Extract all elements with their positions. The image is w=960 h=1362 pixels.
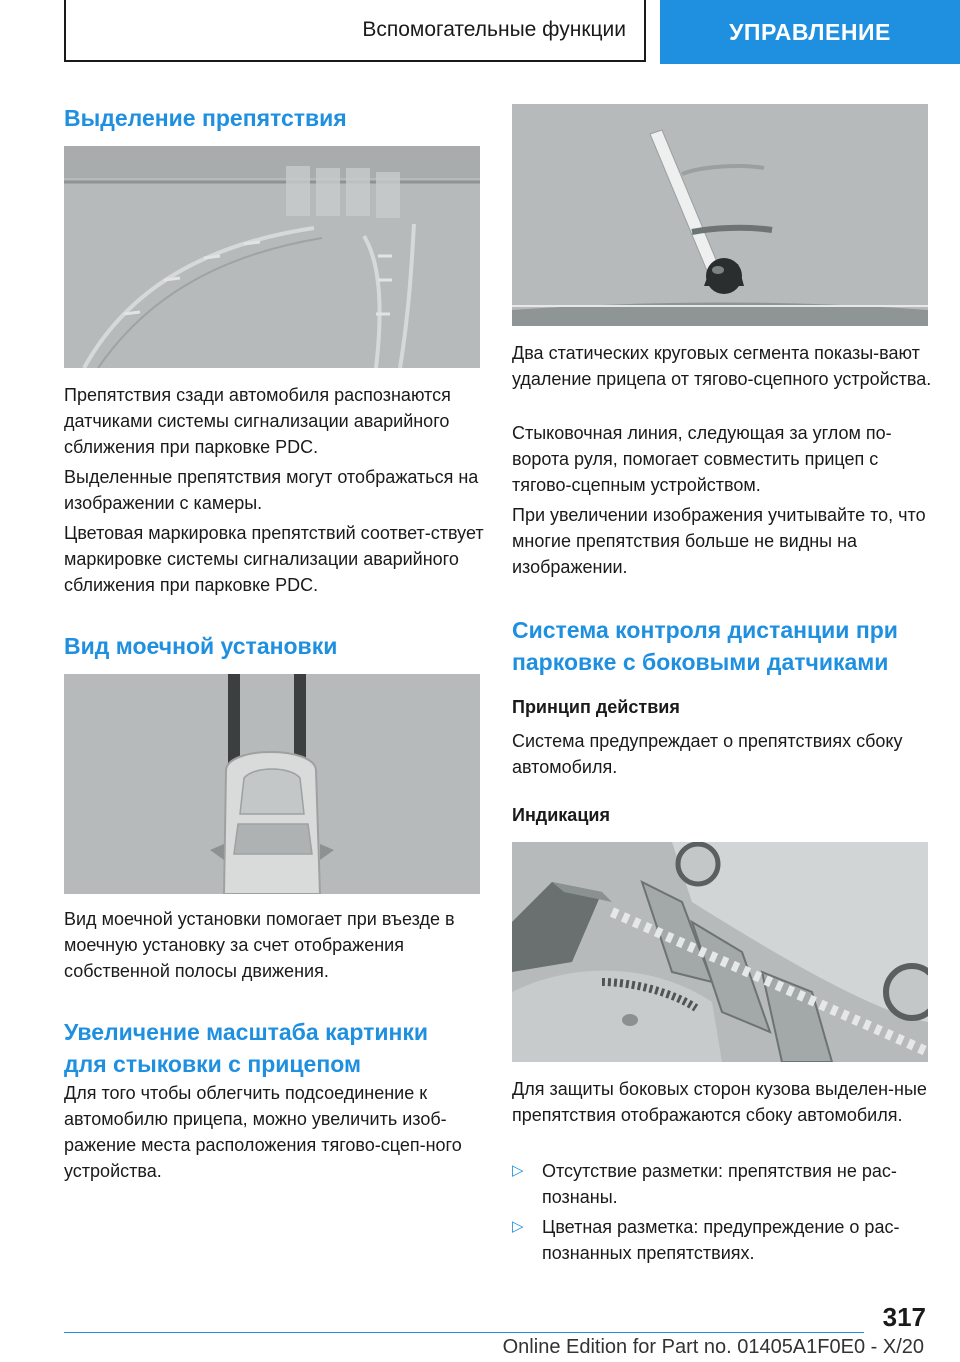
car-wash-image [64,674,480,894]
edition-info: Online Edition for Part no. 01405A1F0E0 - X/20 [502,1336,924,1358]
running-header-section [64,0,646,62]
bullet-text: Цветная разметка: предупреждение о рас-познанных препятствиях. [542,1217,900,1263]
heading-display: Индикация [512,805,610,825]
bullet-item [512,1214,932,1266]
chapter-tab [660,0,960,64]
side-obstacles-image [512,842,928,1062]
trailer-hitch-illustration [512,104,928,326]
side-obstacles-illustration [512,842,928,1062]
paragraph-zoom-note: При увеличении изображения учитывайте то, что многие препятствия больше не видны на изображении. [512,505,926,577]
heading-car-wash-view: Вид моечной установки [64,633,338,659]
heading-side-pdc: Система контроля дистанции при парковке с боковыми датчиками [512,617,898,675]
obstacle-camera-illustration [64,146,480,368]
bullet-text: Отсутствие разметки: препятствия не рас-познаны. [542,1161,897,1207]
paragraph-car-wash: Вид моечной установки помогает при въезде в моечную установку за счет отображения собственной полосы движения. [64,909,455,981]
car-wash-illustration [64,674,480,894]
heading-trailer-zoom: Увеличение масштаба картинки для стыковки с прицепом [64,1019,429,1077]
paragraph-circular-segments: Два статических круговых сегмента показы-вают удаление прицепа от тягово-сцепного устройства. [512,343,932,389]
heading-obstacle-highlight: Выделение препятствия [64,105,347,131]
triangle-right-outline-icon: ▷ [512,1162,524,1179]
heading-principle: Принцип действия [512,697,680,717]
footer-divider [64,1332,864,1333]
section-title: Вспомогательные функции [362,18,626,41]
paragraph-obstacle-2: Выделенные препятствия могут отображаться на изображении с камеры. [64,467,479,513]
trailer-hitch-image [512,104,928,326]
paragraph-docking-line: Стыковочная линия, следующая за углом по-ворота руля, помогает совместить прицеп с тягово-сцепным устройством. [512,423,892,495]
paragraph-obstacle-3: Цветовая маркировка препятствий соответ-ствует маркировке системы сигнализации аварийного сближения при парковке PDC. [64,523,484,595]
obstacle-camera-image [64,146,480,368]
triangle-right-outline-icon: ▷ [512,1218,524,1235]
chapter-title: УПРАВЛЕНИЕ [729,18,891,45]
paragraph-obstacle-1: Препятствия сзади автомобиля распознаются датчиками системы сигнализации аварийного сближения при парковке PDC. [64,385,451,457]
bullet-item [512,1158,932,1210]
paragraph-principle: Система предупреждает о препятствиях сбоку автомобиля. [512,731,903,777]
paragraph-side-highlight: Для защиты боковых сторон кузова выделен-ные препятствия отображаются сбоку автомобиля. [512,1079,927,1125]
paragraph-trailer-zoom: Для того чтобы облегчить подсоединение к автомобилю прицепа, можно увеличить изоб-ражение места расположения тягово-сцеп-ного устройства. [64,1083,462,1181]
page-number: 317 [882,1302,926,1332]
